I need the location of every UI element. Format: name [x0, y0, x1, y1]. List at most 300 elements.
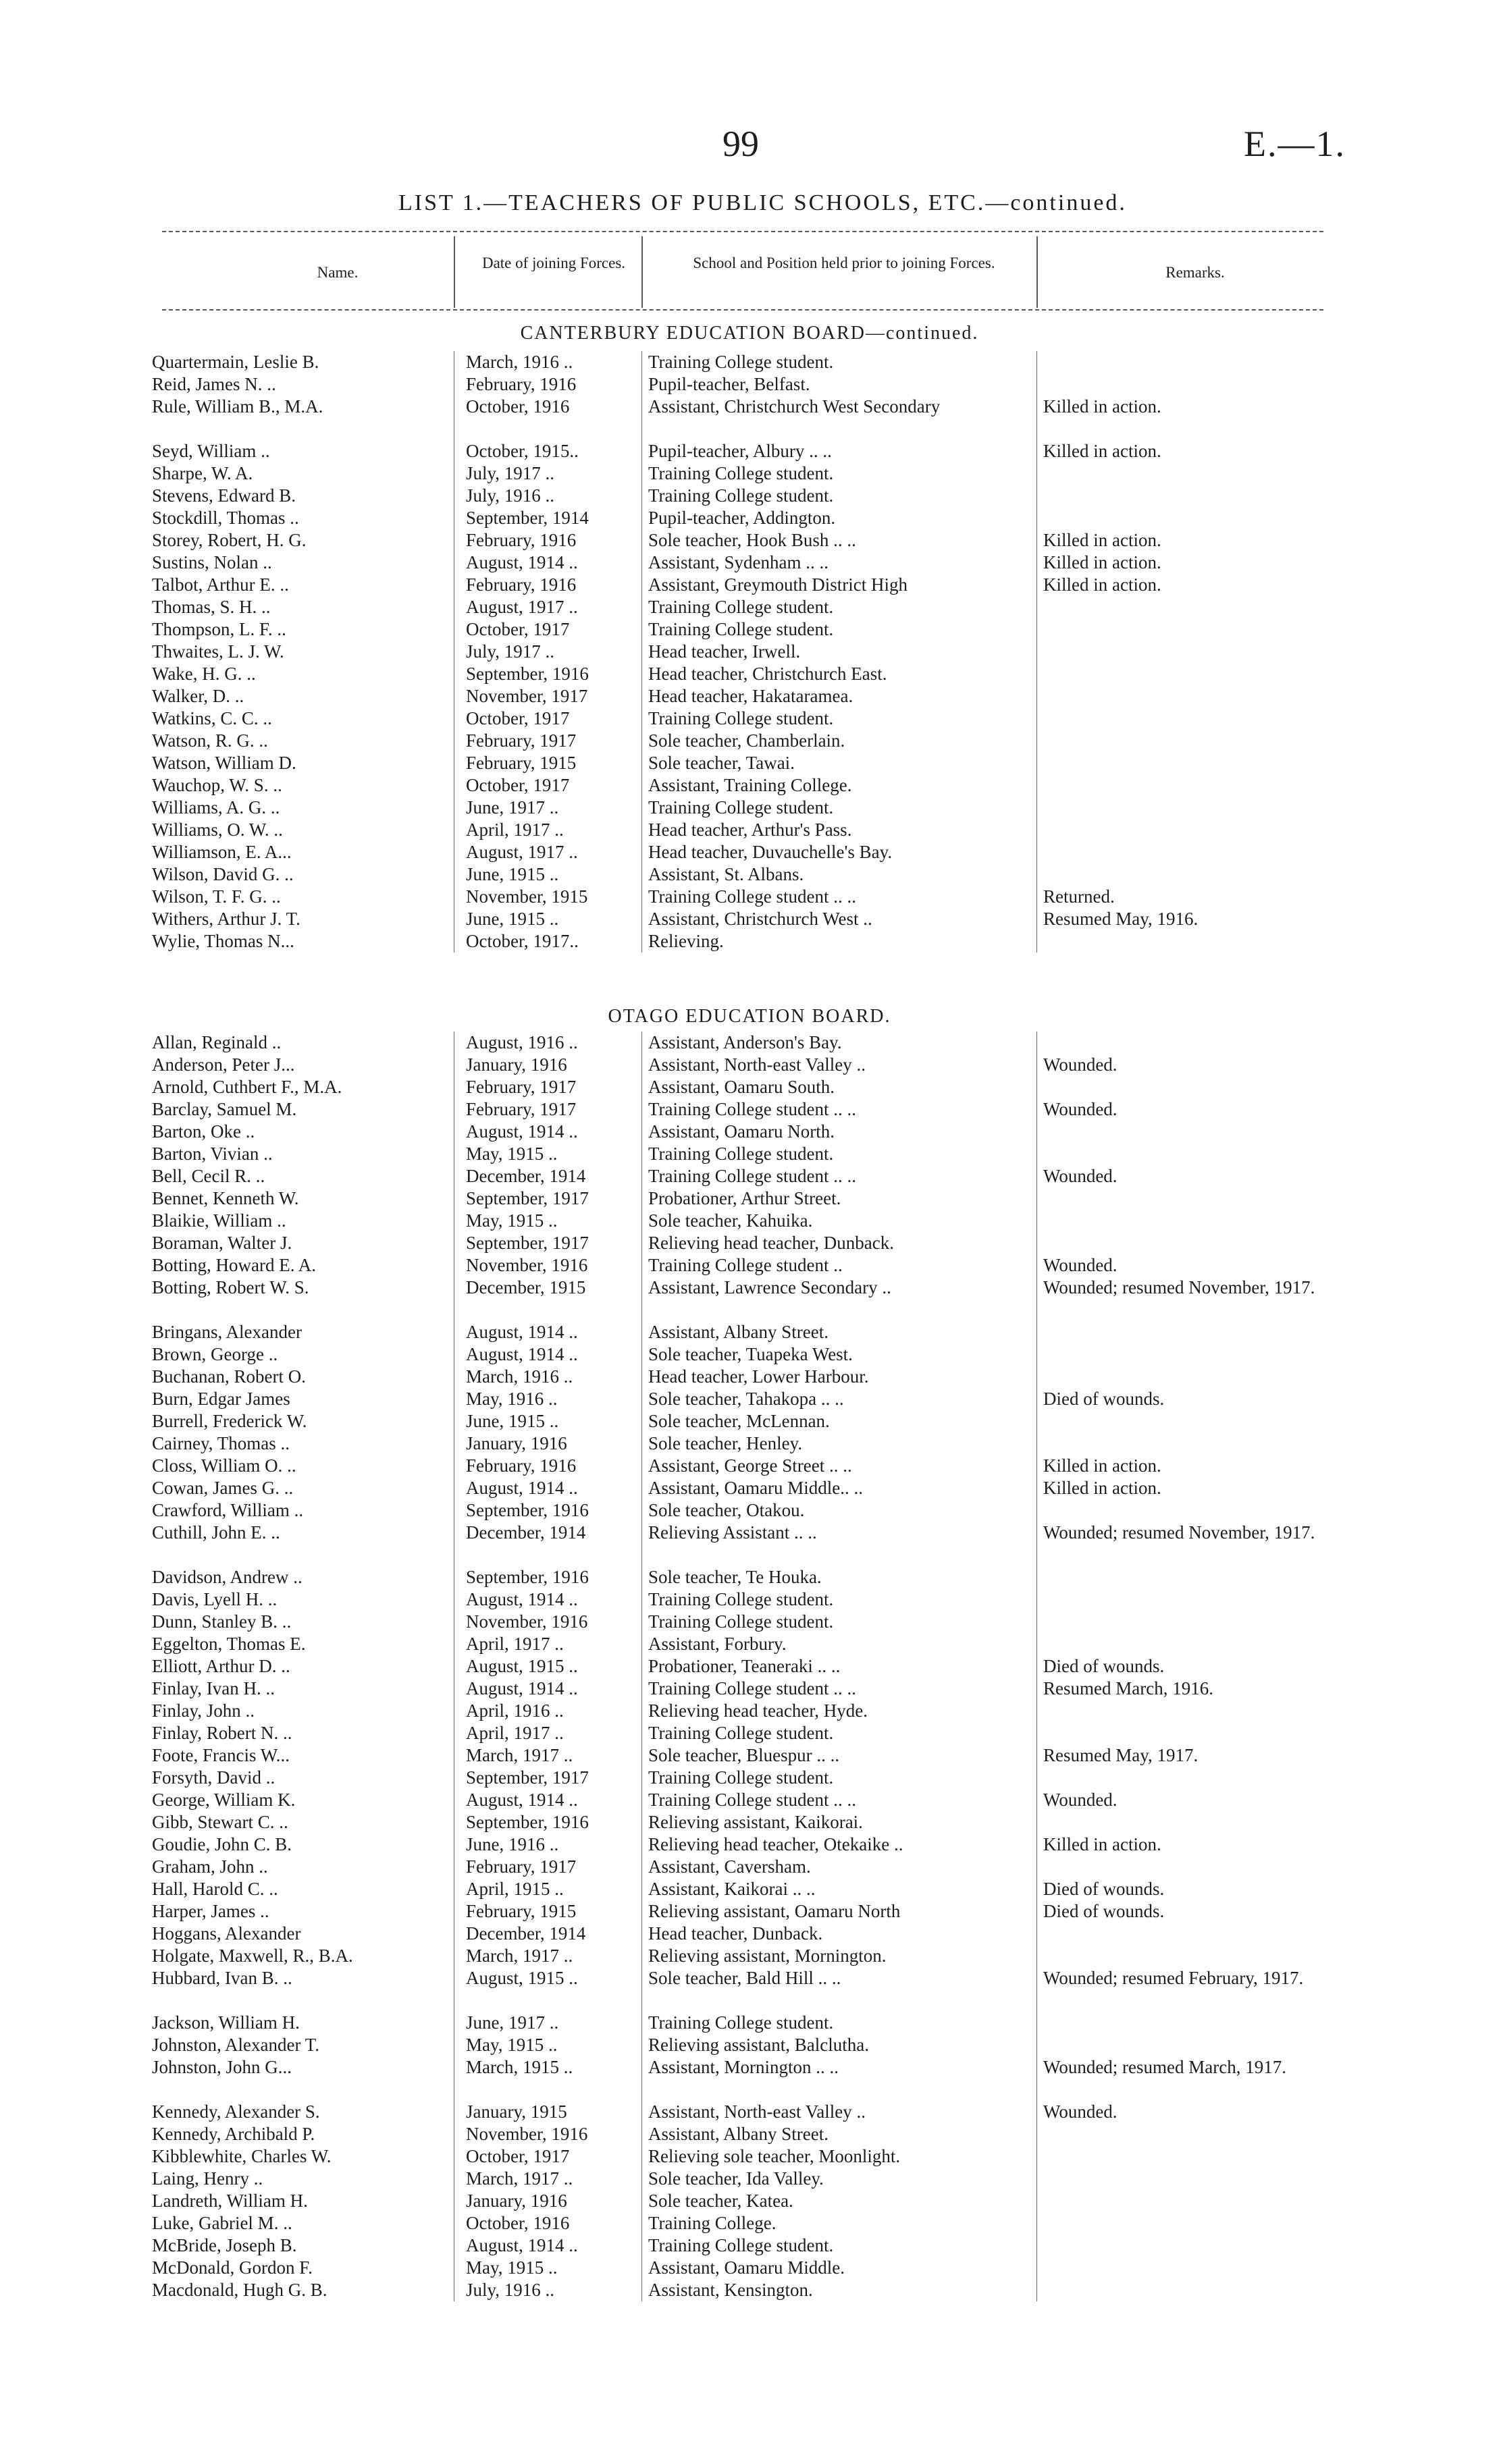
table-row: [0, 1678, 1499, 1700]
prior-position: Training College student .. ..: [648, 886, 856, 907]
column-divider: [1036, 485, 1037, 507]
column-divider: [641, 618, 642, 641]
remarks: Resumed May, 1916.: [1043, 909, 1199, 929]
teacher-name: Davidson, Andrew ..: [152, 1567, 303, 1587]
column-divider: [641, 2056, 642, 2101]
date-joined: October, 1917: [466, 708, 570, 728]
prior-position: Training College student.: [648, 485, 834, 506]
date-joined: March, 1917 ..: [466, 2168, 573, 2189]
column-divider: [641, 1210, 642, 1232]
column-divider: [641, 2212, 642, 2234]
teacher-name: Finlay, John ..: [152, 1700, 255, 1721]
prior-position: Head teacher, Hakataramea.: [648, 686, 853, 706]
date-joined: June, 1916 ..: [466, 1834, 559, 1854]
prior-position: Assistant, Kaikorai .. ..: [648, 1879, 816, 1899]
table-row: [0, 1611, 1499, 1633]
remarks: Wounded.: [1043, 2101, 1117, 2122]
table-row: [0, 774, 1499, 797]
column-divider: [641, 1410, 642, 1432]
column-divider: [641, 908, 642, 930]
table-row: [0, 1232, 1499, 1254]
column-divider: [641, 1522, 642, 1566]
teacher-name: Macdonald, Hugh G. B.: [152, 2280, 327, 2300]
remarks: Died of wounds.: [1043, 1879, 1165, 1899]
prior-position: Sole teacher, Hook Bush .. ..: [648, 530, 856, 550]
prior-position: Assistant, Anderson's Bay.: [648, 1032, 842, 1052]
date-joined: March, 1916 ..: [466, 1366, 573, 1387]
teacher-name: McDonald, Gordon F.: [152, 2257, 313, 2278]
date-joined: August, 1914 ..: [466, 1790, 578, 1810]
table-row: [0, 1789, 1499, 1811]
date-joined: February, 1916: [466, 374, 577, 394]
teacher-name: Landreth, William H.: [152, 2191, 308, 2211]
teacher-name: Barton, Vivian ..: [152, 1144, 273, 1164]
teacher-name: Bennet, Kenneth W.: [152, 1188, 299, 1208]
prior-position: Assistant, Greymouth District High: [648, 574, 908, 595]
date-joined: March, 1917 ..: [466, 1946, 573, 1966]
prior-position: Training College student.: [648, 597, 834, 617]
prior-position: Training College student.: [648, 1611, 834, 1632]
column-divider: [1036, 1187, 1037, 1210]
column-divider: [1036, 1767, 1037, 1789]
remarks: Killed in action.: [1043, 396, 1161, 417]
column-divider: [641, 797, 642, 819]
column-divider: [1036, 908, 1037, 930]
prior-position: Head teacher, Arthur's Pass.: [648, 820, 852, 840]
prior-position: Training College student.: [648, 1723, 834, 1743]
column-divider: [641, 1455, 642, 1477]
table-row: [0, 1833, 1499, 1856]
column-divider: [1036, 1343, 1037, 1366]
column-divider: [641, 2101, 642, 2123]
prior-position: Sole teacher, Tahakopa .. ..: [648, 1389, 844, 1409]
table-row: [0, 886, 1499, 908]
table-row: [0, 1210, 1499, 1232]
table-row: [0, 2257, 1499, 2279]
column-divider: [1036, 529, 1037, 552]
prior-position: Head teacher, Dunback.: [648, 1923, 823, 1944]
date-joined: December, 1914: [466, 1923, 586, 1944]
column-divider: [641, 1722, 642, 1744]
otago-rows: [0, 1032, 1499, 2301]
prior-position: Relieving head teacher, Hyde.: [648, 1700, 868, 1721]
table-row: [0, 1744, 1499, 1767]
prior-position: Relieving assistant, Oamaru North: [648, 1901, 901, 1921]
column-divider: [1036, 2234, 1037, 2257]
remarks: Killed in action.: [1043, 574, 1161, 595]
prior-position: Assistant, St. Albans.: [648, 864, 804, 884]
column-divider: [1036, 1054, 1037, 1076]
table-row: [0, 1811, 1499, 1833]
table-row: [0, 1121, 1499, 1143]
column-divider: [1036, 730, 1037, 752]
date-joined: October, 1917: [466, 2146, 570, 2166]
column-divider: [1036, 819, 1037, 841]
table-row: [0, 1477, 1499, 1499]
date-joined: August, 1914 ..: [466, 1589, 578, 1609]
date-joined: May, 1915 ..: [466, 2257, 558, 2278]
date-joined: November, 1916: [466, 2124, 588, 2144]
remarks: Killed in action.: [1043, 1834, 1161, 1854]
teacher-name: Botting, Robert W. S.: [152, 1277, 309, 1297]
table-row: [0, 1410, 1499, 1432]
column-divider: [1036, 774, 1037, 797]
remarks: Wounded; resumed March, 1917.: [1043, 2057, 1286, 2077]
column-divider: [1036, 2279, 1037, 2301]
column-divider: [641, 1232, 642, 1254]
column-divider: [641, 886, 642, 908]
teacher-name: Seyd, William ..: [152, 441, 270, 461]
teacher-name: Closs, William O. ..: [152, 1455, 296, 1476]
prior-position: Sole teacher, Te Houka.: [648, 1567, 822, 1587]
prior-position: Training College student.: [648, 463, 834, 483]
date-joined: January, 1916: [466, 1054, 567, 1075]
teacher-name: Thompson, L. F. ..: [152, 619, 286, 639]
teacher-name: Stockdill, Thomas ..: [152, 508, 299, 528]
column-divider: [1036, 2123, 1037, 2145]
column-divider: [1036, 2145, 1037, 2168]
column-divider: [1036, 1900, 1037, 1923]
column-divider: [1036, 641, 1037, 663]
teacher-name: Crawford, William ..: [152, 1500, 304, 1520]
column-divider: [1036, 1032, 1037, 1054]
date-joined: January, 1916: [466, 2191, 567, 2211]
remarks: Wounded.: [1043, 1790, 1117, 1810]
table-row: [0, 1366, 1499, 1388]
teacher-name: Cuthill, John E. ..: [152, 1522, 280, 1543]
prior-position: Relieving head teacher, Dunback.: [648, 1233, 895, 1253]
prior-position: Sole teacher, Otakou.: [648, 1500, 805, 1520]
prior-position: Training College student .. ..: [648, 1790, 856, 1810]
teacher-name: Anderson, Peter J...: [152, 1054, 295, 1075]
column-divider: [1036, 2056, 1037, 2101]
table-row: [0, 2101, 1499, 2123]
prior-position: Head teacher, Lower Harbour.: [648, 1366, 869, 1387]
teacher-name: Botting, Howard E. A.: [152, 1255, 316, 1275]
column-divider: [1036, 1388, 1037, 1410]
date-joined: August, 1917 ..: [466, 842, 578, 862]
remarks: Wounded; resumed February, 1917.: [1043, 1968, 1304, 1988]
teacher-name: Reid, James N. ..: [152, 374, 276, 394]
teacher-name: Luke, Gabriel M. ..: [152, 2213, 292, 2233]
column-divider: [641, 1811, 642, 1833]
column-divider: [641, 1366, 642, 1388]
date-joined: September, 1914: [466, 508, 589, 528]
column-divider: [641, 1833, 642, 1856]
column-divider: [1036, 663, 1037, 685]
column-divider: [641, 1321, 642, 1343]
prior-position: Sole teacher, McLennan.: [648, 1411, 830, 1431]
teacher-name: Foote, Francis W...: [152, 1745, 290, 1765]
column-divider: [641, 863, 642, 886]
date-joined: March, 1917 ..: [466, 1745, 573, 1765]
column-divider: [1036, 1410, 1037, 1432]
prior-position: Head teacher, Duvauchelle's Bay.: [648, 842, 893, 862]
table-row: [0, 1388, 1499, 1410]
column-divider: [1036, 373, 1037, 396]
teacher-name: Wilson, David G. ..: [152, 864, 294, 884]
column-divider: [1036, 752, 1037, 774]
table-row: [0, 2012, 1499, 2034]
remarks: Died of wounds.: [1043, 1656, 1165, 1676]
column-divider: [1036, 1477, 1037, 1499]
column-divider: [641, 707, 642, 730]
date-joined: November, 1917: [466, 686, 588, 706]
column-divider: [641, 2034, 642, 2056]
column-divider: [641, 462, 642, 485]
teacher-name: Bringans, Alexander: [152, 1322, 302, 1342]
column-divider: [641, 1967, 642, 2012]
column-divider: [641, 1767, 642, 1789]
date-joined: November, 1915: [466, 886, 588, 907]
prior-position: Training College student .. ..: [648, 1099, 856, 1119]
column-divider: [1036, 1700, 1037, 1722]
column-divider: [641, 396, 642, 440]
teacher-name: Blaikie, William ..: [152, 1210, 286, 1231]
column-divider: [1036, 574, 1037, 596]
column-divider: [641, 1655, 642, 1678]
table-row: [0, 1655, 1499, 1678]
date-joined: January, 1916: [466, 1433, 567, 1453]
teacher-name: Kibblewhite, Charles W.: [152, 2146, 332, 2166]
column-divider: [1036, 2190, 1037, 2212]
teacher-name: Finlay, Ivan H. ..: [152, 1678, 275, 1698]
prior-position: Pupil-teacher, Albury .. ..: [648, 441, 832, 461]
table-row: [0, 1522, 1499, 1566]
date-joined: December, 1915: [466, 1277, 586, 1297]
column-divider: [1036, 1076, 1037, 1098]
teacher-name: Wilson, T. F. G. ..: [152, 886, 281, 907]
column-divider: [1036, 1522, 1037, 1566]
section-title-canterbury: CANTERBURY EDUCATION BOARD—continued.: [520, 323, 979, 344]
column-divider: [641, 1700, 642, 1722]
column-divider: [641, 1121, 642, 1143]
prior-position: Assistant, Mornington .. ..: [648, 2057, 839, 2077]
date-joined: October, 1916: [466, 396, 570, 417]
column-divider: [1036, 685, 1037, 707]
table-row: [0, 618, 1499, 641]
teacher-name: Storey, Robert, H. G.: [152, 530, 307, 550]
column-divider: [454, 236, 455, 308]
prior-position: Head teacher, Christchurch East.: [648, 664, 887, 684]
date-joined: August, 1915 ..: [466, 1968, 578, 1988]
column-divider: [641, 2257, 642, 2279]
column-divider: [641, 1432, 642, 1455]
column-divider: [1036, 2168, 1037, 2190]
column-divider: [641, 819, 642, 841]
date-joined: April, 1917 ..: [466, 1723, 564, 1743]
column-divider: [641, 1588, 642, 1611]
teacher-name: Rule, William B., M.A.: [152, 396, 323, 417]
date-joined: September, 1917: [466, 1767, 589, 1788]
column-divider: [641, 1388, 642, 1410]
column-divider: [1036, 1366, 1037, 1388]
table-row: [0, 2190, 1499, 2212]
column-divider: [641, 2279, 642, 2301]
teacher-name: George, William K.: [152, 1790, 296, 1810]
prior-position: Assistant, Oamaru Middle.: [648, 2257, 845, 2278]
table-row: [0, 1722, 1499, 1744]
teacher-name: Brown, George ..: [152, 1344, 278, 1364]
remarks: Died of wounds.: [1043, 1901, 1165, 1921]
column-divider: [641, 2234, 642, 2257]
column-divider: [641, 236, 643, 308]
date-joined: February, 1917: [466, 730, 577, 751]
column-divider: [1036, 618, 1037, 641]
date-joined: July, 1916 ..: [466, 485, 555, 506]
table-row: [0, 2234, 1499, 2257]
date-joined: August, 1914 ..: [466, 1121, 578, 1142]
table-row: [0, 1967, 1499, 2012]
table-row: [0, 1254, 1499, 1277]
remarks: Died of wounds.: [1043, 1389, 1165, 1409]
column-divider: [1036, 1210, 1037, 1232]
table-row: [0, 1277, 1499, 1321]
prior-position: Assistant, Oamaru South.: [648, 1077, 835, 1097]
column-divider: [1036, 863, 1037, 886]
date-joined: April, 1916 ..: [466, 1700, 564, 1721]
table-row: [0, 1767, 1499, 1789]
teacher-name: Goudie, John C. B.: [152, 1834, 292, 1854]
teacher-name: Burrell, Frederick W.: [152, 1411, 307, 1431]
teacher-name: Williams, O. W. ..: [152, 820, 283, 840]
teacher-name: Watson, William D.: [152, 753, 296, 773]
prior-position: Training College student.: [648, 797, 834, 818]
column-header-remarks: Remarks.: [1165, 264, 1225, 281]
prior-position: Assistant, Sydenham .. ..: [648, 552, 829, 572]
date-joined: January, 1915: [466, 2101, 567, 2122]
column-divider: [641, 841, 642, 863]
table-row: [0, 485, 1499, 507]
date-joined: February, 1916: [466, 1455, 577, 1476]
remarks: Killed in action.: [1043, 441, 1161, 461]
date-joined: May, 1915 ..: [466, 2035, 558, 2055]
column-divider: [641, 1789, 642, 1811]
column-divider: [1036, 1833, 1037, 1856]
date-joined: October, 1916: [466, 2213, 570, 2233]
column-divider: [1036, 2212, 1037, 2234]
teacher-name: Wake, H. G. ..: [152, 664, 256, 684]
column-divider: [641, 2190, 642, 2212]
table-row: [0, 863, 1499, 886]
prior-position: Sole teacher, Tuapeka West.: [648, 1344, 853, 1364]
prior-position: Sole teacher, Chamberlain.: [648, 730, 845, 751]
prior-position: Assistant, North-east Valley ..: [648, 1054, 866, 1075]
column-divider: [641, 2168, 642, 2190]
column-divider: [1036, 1655, 1037, 1678]
table-row: [0, 1878, 1499, 1900]
prior-position: Training College student .. ..: [648, 1678, 856, 1698]
teacher-name: Buchanan, Robert O.: [152, 1366, 306, 1387]
date-joined: March, 1916 ..: [466, 352, 573, 372]
date-joined: July, 1917 ..: [466, 463, 555, 483]
table-row: [0, 685, 1499, 707]
column-divider: [1036, 462, 1037, 485]
date-joined: September, 1917: [466, 1233, 589, 1253]
teacher-name: Bell, Cecil R. ..: [152, 1166, 265, 1186]
table-row: [0, 529, 1499, 552]
teacher-name: Hall, Harold C. ..: [152, 1879, 278, 1899]
date-joined: April, 1917 ..: [466, 820, 564, 840]
teacher-name: Davis, Lyell H. ..: [152, 1589, 278, 1609]
teacher-name: Harper, James ..: [152, 1901, 269, 1921]
column-divider: [1036, 1098, 1037, 1121]
prior-position: Training College student.: [648, 2012, 834, 2033]
column-divider: [1036, 236, 1038, 308]
column-divider: [1036, 1878, 1037, 1900]
remarks: Wounded.: [1043, 1166, 1117, 1186]
date-joined: August, 1914 ..: [466, 1344, 578, 1364]
table-row: [0, 1945, 1499, 1967]
column-divider: [1036, 2012, 1037, 2034]
column-divider: [641, 1744, 642, 1767]
table-row: [0, 1455, 1499, 1477]
prior-position: Training College student.: [648, 1767, 834, 1788]
date-joined: September, 1916: [466, 1500, 589, 1520]
table-row: [0, 507, 1499, 529]
date-joined: November, 1916: [466, 1611, 588, 1632]
prior-position: Relieving sole teacher, Moonlight.: [648, 2146, 901, 2166]
prior-position: Assistant, Forbury.: [648, 1634, 787, 1654]
column-divider: [1036, 1455, 1037, 1477]
column-divider: [1036, 1588, 1037, 1611]
remarks: Killed in action.: [1043, 1455, 1161, 1476]
teacher-name: Walker, D. ..: [152, 686, 244, 706]
column-divider: [1036, 507, 1037, 529]
table-row: [0, 1588, 1499, 1611]
column-divider: [1036, 1499, 1037, 1522]
teacher-name: Finlay, Robert N. ..: [152, 1723, 292, 1743]
date-joined: June, 1915 ..: [466, 909, 559, 929]
column-divider: [641, 752, 642, 774]
table-row: [0, 1856, 1499, 1878]
date-joined: June, 1915 ..: [466, 864, 559, 884]
remarks: Resumed March, 1916.: [1043, 1678, 1213, 1698]
prior-position: Training College student.: [648, 352, 834, 372]
column-divider: [641, 1499, 642, 1522]
date-joined: May, 1915 ..: [466, 1144, 558, 1164]
prior-position: Sole teacher, Bald Hill .. ..: [648, 1968, 841, 1988]
table-row: [0, 1165, 1499, 1187]
prior-position: Assistant, Lawrence Secondary ..: [648, 1277, 891, 1297]
table-row: [0, 351, 1499, 373]
table-row: [0, 1032, 1499, 1054]
prior-position: Training College.: [648, 2213, 777, 2233]
date-joined: August, 1914 ..: [466, 1678, 578, 1698]
column-divider: [1036, 930, 1037, 953]
prior-position: Assistant, Training College.: [648, 775, 852, 795]
date-joined: February, 1915: [466, 753, 577, 773]
table-row: [0, 797, 1499, 819]
column-divider: [1036, 1232, 1037, 1254]
teacher-name: Hubbard, Ivan B. ..: [152, 1968, 292, 1988]
column-divider: [1036, 886, 1037, 908]
column-divider: [641, 774, 642, 797]
table-row: [0, 373, 1499, 396]
column-divider: [1036, 596, 1037, 618]
column-divider: [1036, 396, 1037, 440]
column-divider: [1036, 2257, 1037, 2279]
table-row: [0, 440, 1499, 462]
remarks: Wounded.: [1043, 1054, 1117, 1075]
date-joined: September, 1917: [466, 1188, 589, 1208]
date-joined: May, 1916 ..: [466, 1389, 558, 1409]
table-row: [0, 462, 1499, 485]
prior-position: Training College student ..: [648, 1255, 843, 1275]
teacher-name: Sharpe, W. A.: [152, 463, 253, 483]
date-joined: December, 1914: [466, 1166, 586, 1186]
column-divider: [1036, 351, 1037, 373]
